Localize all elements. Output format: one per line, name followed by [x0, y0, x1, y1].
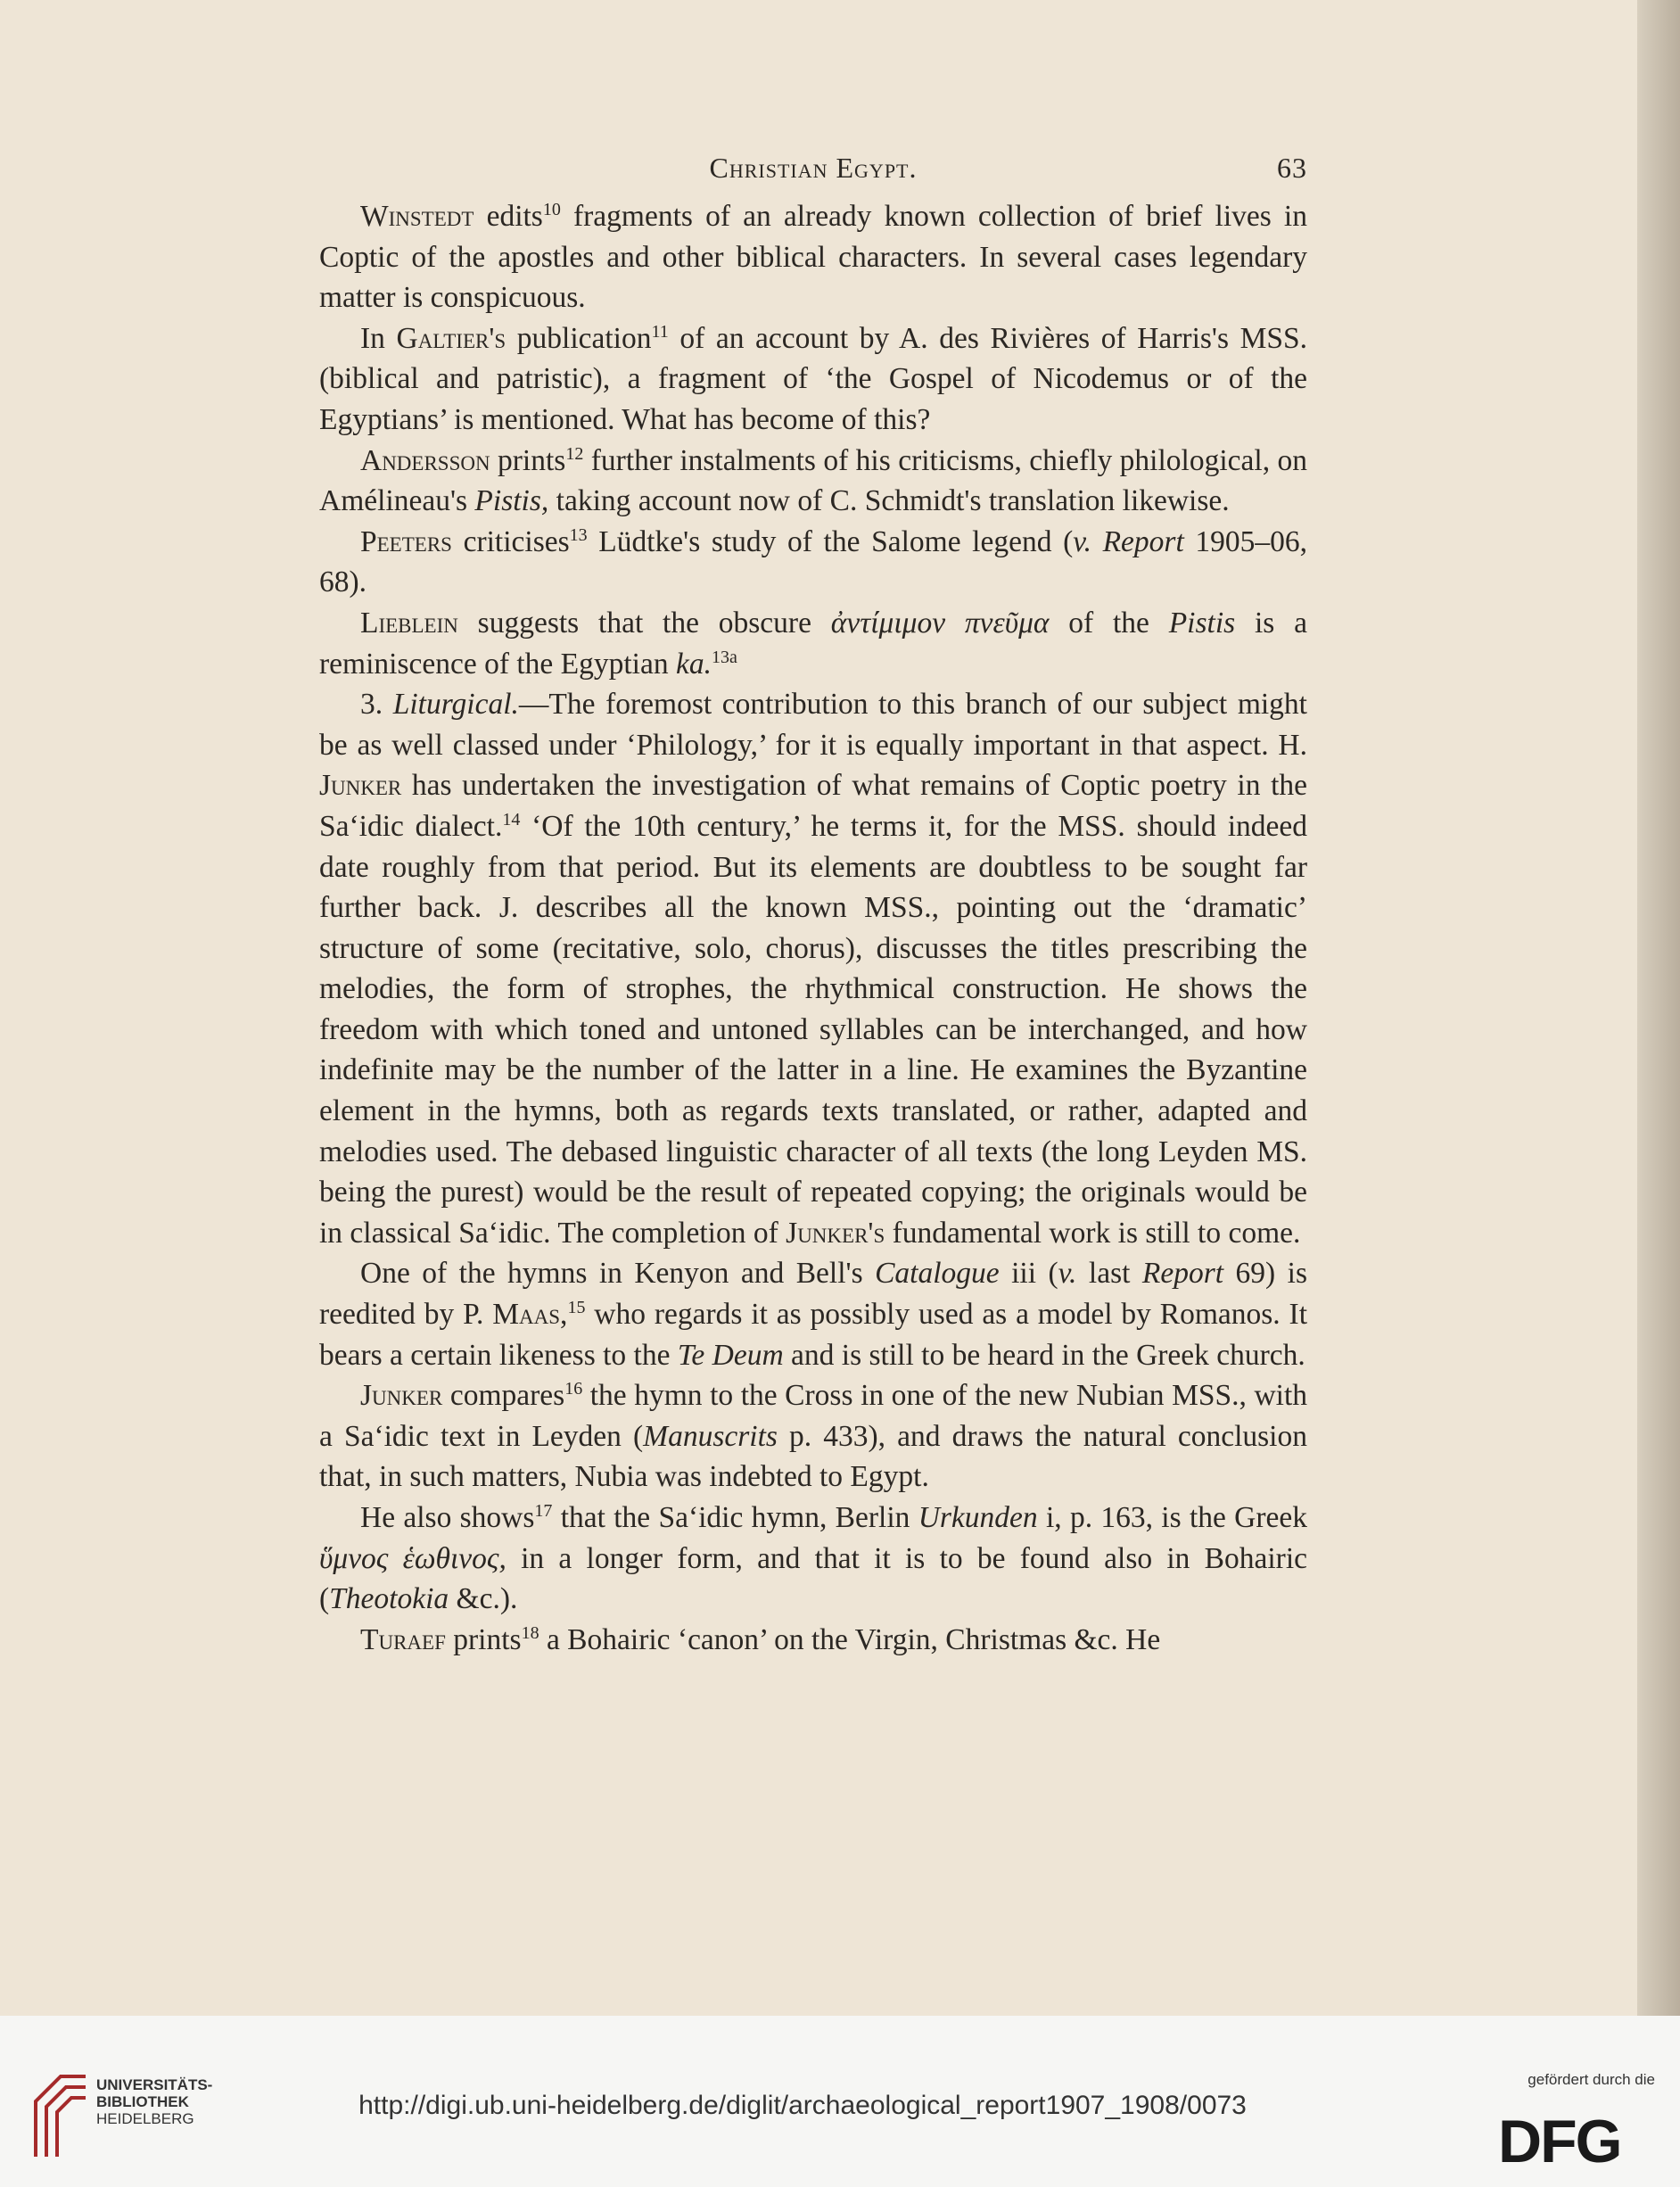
italic-run: Theotokia: [329, 1582, 449, 1616]
author-name: Andersson: [360, 443, 490, 477]
text-run: iii (: [999, 1257, 1058, 1291]
library-name: [96, 2076, 212, 2127]
text-run: suggests that the obscure: [457, 606, 831, 640]
funded-by-label: gefördert durch die: [1528, 2071, 1655, 2088]
text-run: 69) is reedited by P.: [319, 1257, 1308, 1332]
paragraph-galtier: [319, 318, 1307, 441]
text-run: and is still to be heard in the Greek church.: [783, 1338, 1305, 1372]
text-run: who regards it as possibly used as a model by Romanos. It bears a certain likeness to the: [319, 1298, 1307, 1372]
italic-run: Pistis,: [474, 484, 549, 518]
author-name: Junker's: [786, 1216, 885, 1250]
text-run: the hymn to the Cross in one of the new Nubian MSS., with a Sa‘idic text in Leyden (: [319, 1379, 1307, 1453]
paragraph-lieblein: [319, 603, 1307, 684]
text-run: that the Sa‘idic hymn, Berlin: [552, 1501, 918, 1534]
dfg-logo[interactable]: [1498, 2112, 1655, 2167]
footnote-ref: 13: [569, 524, 588, 545]
italic-run: Urkunden: [918, 1501, 1038, 1534]
page-text: [319, 143, 1307, 1660]
text-run: taking account now of C. Schmidt's translation likewise.: [548, 484, 1230, 518]
author-name: Junker: [319, 769, 402, 803]
text-run: prints: [490, 443, 566, 477]
italic-run: Report: [1141, 1257, 1224, 1291]
author-name: Maas,: [492, 1298, 568, 1332]
paragraph-andersson: [319, 441, 1307, 522]
text-run: is a reminiscence of the Egyptian: [319, 606, 1307, 681]
library-name-line: UNIVERSITÄTS-: [96, 2076, 213, 2093]
paragraph-peeters: [319, 522, 1307, 603]
text-run: ‘Of the 10th century,’ he terms it, for the MSS. should indeed date roughly from that period. But its elements are doubtless to be sought far further back. J. describes all the known MSS., pointing out the ‘dramatic’ structure of some (recitative, solo, chorus), discusses the titles prescribing the melodies, the form of strophes, the rhythmical construction. He shows the freedom with which toned and untoned syllables can be interchanged, and how indefinite may be the number of the latter in a line. He examines the Byzantine element in the hymns, both as regards texts translated, or rather, adapted and melodies used. The debased linguistic character of all texts (the long Leyden MS. being the purest) would be the result of repeated copying; the originals would be in classical Sa‘idic. The completion of: [319, 809, 1307, 1250]
text-run: edits: [474, 200, 543, 233]
footnote-ref: 12: [565, 443, 584, 464]
text-run: &c.).: [449, 1582, 518, 1616]
paragraph-maas: [319, 1253, 1307, 1375]
text-run: p. 433), and draws the natural conclusion that, in such matters, Nubia was indebted to Egypt.: [319, 1419, 1307, 1494]
text-run: of an account by A. des Rivières of Harris's MSS. (biblical and patristic), a fragment of ‘the Gospel of Nicodemus or of the Egyptians’ is mentioned. What has become of this?: [319, 321, 1307, 436]
footnote-ref: 15: [567, 1298, 586, 1318]
text-run: last: [1076, 1257, 1142, 1291]
paragraph-junker-compares: [319, 1375, 1307, 1498]
text-run: fundamental work is still to come.: [885, 1216, 1301, 1250]
library-name-line: BIBLIOTHEK: [96, 2093, 189, 2110]
italic-run: ka.: [676, 647, 712, 681]
text-run: of the: [1049, 606, 1169, 640]
greek-phrase: ἀντίμιμον πνεῦμα: [830, 606, 1050, 640]
text-run: criticises: [451, 524, 570, 558]
text-run: compares: [442, 1379, 565, 1413]
section-heading: Liturgical.: [392, 688, 519, 722]
dfg-logo-text: DFG: [1498, 2112, 1621, 2167]
author-name: Peeters: [360, 524, 452, 558]
author-name: Turaef: [360, 1622, 446, 1656]
permalink-url[interactable]: http://digi.ub.uni-heidelberg.de/diglit/archaeological_report1907_1908/0073: [358, 2091, 1247, 2120]
author-name: Junker: [360, 1379, 443, 1413]
text-run: —The foremost contribution to this branch of our subject might be as well classed under ‘Philology,’ for it is equally important in that aspect. H.: [319, 688, 1307, 762]
text-run: prints: [445, 1622, 522, 1656]
author-name: Winstedt: [360, 200, 474, 233]
paragraph-winstedt: [319, 196, 1307, 318]
italic-run: Manuscrits: [643, 1419, 778, 1453]
footnote-ref: 10: [542, 200, 561, 219]
footnote-ref: 11: [651, 321, 669, 342]
page-edge-shadow: [1637, 0, 1680, 2016]
paragraph-liturgical: [319, 684, 1307, 1253]
text-run: fragments of an already known collection of brief lives in Coptic of the apostles and other biblical characters. In several cases legendary matter is conspicuous.: [319, 200, 1307, 315]
paragraph-turaef: [319, 1620, 1307, 1661]
header-title: Christian Egypt.: [709, 152, 918, 184]
text-run: One of the hymns in Kenyon and Bell's: [360, 1257, 876, 1291]
italic-run: v. Report: [1073, 524, 1184, 558]
footnote-ref: 18: [521, 1622, 539, 1643]
author-name: Lieblein: [360, 606, 458, 640]
running-header: [319, 143, 1307, 196]
viewer-footer: [0, 2016, 1680, 2187]
italic-run: Te Deum: [677, 1338, 784, 1372]
footnote-ref: 17: [534, 1501, 553, 1521]
footnote-ref: 13a: [712, 647, 737, 667]
text-run: He also shows: [360, 1501, 535, 1534]
page-number: 63: [1277, 152, 1307, 184]
italic-run: Catalogue: [875, 1257, 1000, 1291]
library-name-line: HEIDELBERG: [96, 2110, 194, 2127]
text-run: has undertaken the investigation of what remains of Coptic poetry in the Sa‘idic dialect.: [319, 769, 1307, 843]
text-run: a Bohairic ‘canon’ on the Virgin, Christmas &c. He: [539, 1622, 1161, 1656]
italic-run: v.: [1058, 1257, 1077, 1291]
text-run: publication: [506, 321, 652, 355]
footnote-ref: 14: [502, 809, 521, 829]
author-name: Galtier's: [396, 321, 506, 355]
ub-heidelberg-logo-icon[interactable]: [30, 2071, 91, 2160]
text-run: Lüdtke's study of the Salome legend (: [587, 524, 1074, 558]
text-run: i, p. 163, is the Greek: [1037, 1501, 1308, 1534]
text-run: In: [360, 321, 397, 355]
text-run: 3.: [360, 688, 393, 722]
paragraph-hymn: [319, 1498, 1307, 1620]
text-run: 1905–06, 68).: [319, 524, 1308, 599]
text-run: in a longer form, and that it is to be found also in Bohairic (: [319, 1541, 1307, 1616]
italic-run: Pistis: [1168, 606, 1236, 640]
greek-phrase: ὕμνος ἑωθινος,: [319, 1541, 506, 1575]
text-run: further instalments of his criticisms, chiefly philological, on Amélineau's: [319, 443, 1307, 518]
footnote-ref: 16: [564, 1379, 583, 1399]
